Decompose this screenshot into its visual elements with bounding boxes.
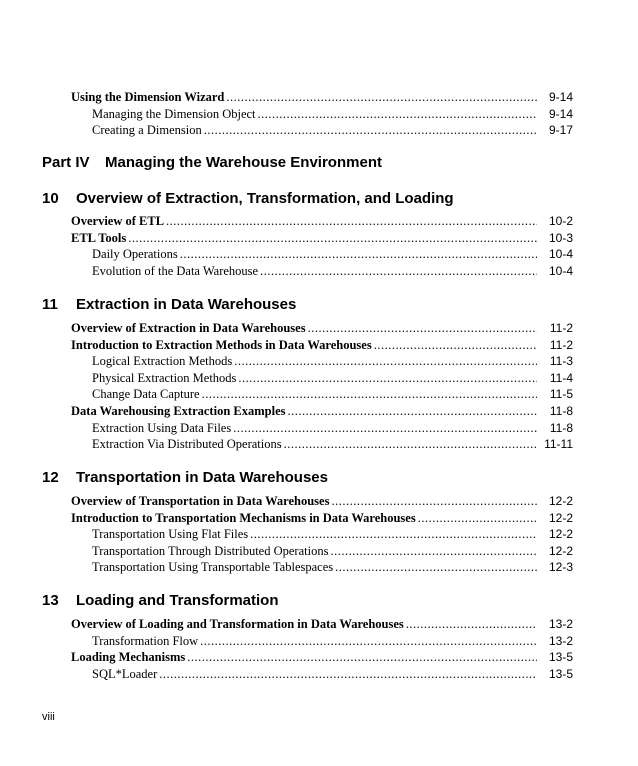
dot-leader [180, 246, 537, 262]
toc-section-entry[interactable] [71, 213, 539, 229]
toc-entry-title: Transportation Through Distributed Operations [92, 544, 329, 558]
chapter-number: 10 [42, 190, 59, 207]
toc-entry-title: Change Data Capture [92, 387, 200, 401]
toc-section-entry[interactable] [71, 403, 539, 419]
part-number: Part IV [42, 154, 90, 171]
chapter-heading [42, 296, 296, 314]
dot-leader [226, 89, 537, 105]
dot-leader [234, 353, 537, 369]
toc-entry-title: Overview of ETL [71, 214, 165, 228]
toc-section-entry[interactable] [71, 89, 539, 105]
toc-page-number: 11-3 [549, 354, 573, 368]
toc-subsection-entry[interactable] [92, 526, 539, 542]
toc-page-number: 9-17 [548, 123, 573, 137]
toc-entry-title: SQL*Loader [92, 667, 158, 681]
toc-subsection-entry[interactable] [92, 666, 539, 682]
chapter-number: 13 [42, 592, 59, 609]
dot-leader [200, 633, 537, 649]
toc-entry-title: Creating a Dimension [92, 123, 202, 137]
toc-page-number: 11-2 [549, 321, 573, 335]
toc-subsection-entry[interactable] [92, 386, 539, 402]
chapter-number: 12 [42, 469, 59, 486]
toc-page-number: 13-5 [548, 667, 573, 681]
dot-leader [250, 526, 537, 542]
chapter-title: Transportation in Data Warehouses [76, 469, 328, 486]
toc-subsection-entry[interactable] [92, 263, 539, 279]
toc-entry-title: Overview of Transportation in Data Warehouses [71, 494, 330, 508]
toc-entry-title: Managing the Dimension Object [92, 107, 256, 121]
toc-page-number: 13-2 [548, 634, 573, 648]
toc-page-number: 11-2 [549, 338, 573, 352]
part-heading [42, 154, 382, 172]
toc-entry-title: Overview of Extraction in Data Warehouses [71, 321, 306, 335]
toc-subsection-entry[interactable] [92, 353, 539, 369]
toc-entry-title: Transportation Using Flat Files [92, 527, 249, 541]
toc-subsection-entry[interactable] [92, 543, 539, 559]
part-title: Managing the Warehouse Environment [105, 154, 382, 171]
toc-page-number: 11-4 [549, 371, 573, 385]
toc-subsection-entry[interactable] [92, 370, 539, 386]
toc-entry-title: Using the Dimension Wizard [71, 90, 225, 104]
toc-page-number: 10-2 [548, 214, 573, 228]
dot-leader [331, 493, 537, 509]
toc-entry-title: Evolution of the Data Warehouse [92, 264, 259, 278]
dot-leader [308, 320, 537, 336]
toc-page-number: 13-2 [548, 617, 573, 631]
toc-section-entry[interactable] [71, 493, 539, 509]
toc-page-number: 12-3 [548, 560, 573, 574]
chapter-heading [42, 592, 279, 610]
toc-entry-title: Physical Extraction Methods [92, 371, 237, 385]
toc-section-entry[interactable] [71, 230, 539, 246]
toc-subsection-entry[interactable] [92, 246, 539, 262]
page-number-footer: viii [42, 711, 55, 723]
toc-page-number: 12-2 [548, 494, 573, 508]
toc-entry-title: ETL Tools [71, 231, 127, 245]
dot-leader [335, 559, 537, 575]
toc-entry-title: Introduction to Transportation Mechanisms in Data Warehouses [71, 511, 416, 525]
toc-page-number: 12-2 [548, 527, 573, 541]
dot-leader [159, 666, 537, 682]
chapter-title: Loading and Transformation [76, 592, 279, 609]
chapter-title: Extraction in Data Warehouses [76, 296, 297, 313]
toc-entry-title: Data Warehousing Extraction Examples [71, 404, 286, 418]
dot-leader [287, 403, 537, 419]
dot-leader [166, 213, 537, 229]
dot-leader [330, 543, 537, 559]
toc-subsection-entry[interactable] [92, 436, 539, 452]
toc-entry-title: Transformation Flow [92, 634, 199, 648]
dot-leader [233, 420, 537, 436]
toc-entry-title: Extraction Via Distributed Operations [92, 437, 282, 451]
dot-leader [284, 436, 537, 452]
toc-subsection-entry[interactable] [92, 122, 539, 138]
dot-leader [187, 649, 537, 665]
chapter-title: Overview of Extraction, Transformation, and Loading [76, 190, 454, 207]
chapter-heading [42, 190, 454, 208]
toc-page-number: 12-2 [548, 544, 573, 558]
toc-page-number: 11-8 [549, 421, 573, 435]
toc-section-entry[interactable] [71, 337, 539, 353]
toc-entry-title: Daily Operations [92, 247, 178, 261]
toc-page-number: 9-14 [548, 90, 573, 104]
dot-leader [204, 122, 537, 138]
dot-leader [128, 230, 537, 246]
toc-section-entry[interactable] [71, 510, 539, 526]
chapter-number: 11 [42, 296, 58, 313]
toc-section-entry[interactable] [71, 616, 539, 632]
toc-subsection-entry[interactable] [92, 633, 539, 649]
toc-page-number: 11-8 [549, 404, 573, 418]
toc-page-number: 10-4 [548, 247, 573, 261]
toc-page-number: 11-5 [549, 387, 573, 401]
toc-page-number: 13-5 [548, 650, 573, 664]
dot-leader [202, 386, 537, 402]
dot-leader [258, 106, 537, 122]
toc-page-number: 12-2 [548, 511, 573, 525]
toc-entry-title: Introduction to Extraction Methods in Data Warehouses [71, 338, 372, 352]
toc-entry-title: Overview of Loading and Transformation in Data Warehouses [71, 617, 404, 631]
toc-entry-title: Transportation Using Transportable Tablespaces [92, 560, 334, 574]
toc-section-entry[interactable] [71, 320, 539, 336]
toc-page-number: 9-14 [548, 107, 573, 121]
toc-page-number: 10-3 [548, 231, 573, 245]
toc-entry-title: Logical Extraction Methods [92, 354, 233, 368]
toc-subsection-entry[interactable] [92, 559, 539, 575]
toc-subsection-entry[interactable] [92, 106, 539, 122]
toc-page-number: 11-11 [544, 437, 573, 451]
toc-entry-title: Loading Mechanisms [71, 650, 186, 664]
dot-leader [260, 263, 537, 279]
toc-entry-title: Extraction Using Data Files [92, 421, 232, 435]
toc-subsection-entry[interactable] [92, 420, 539, 436]
toc-section-entry[interactable] [71, 649, 539, 665]
toc-page-number: 10-4 [548, 264, 573, 278]
dot-leader [238, 370, 537, 386]
chapter-heading [42, 469, 328, 487]
